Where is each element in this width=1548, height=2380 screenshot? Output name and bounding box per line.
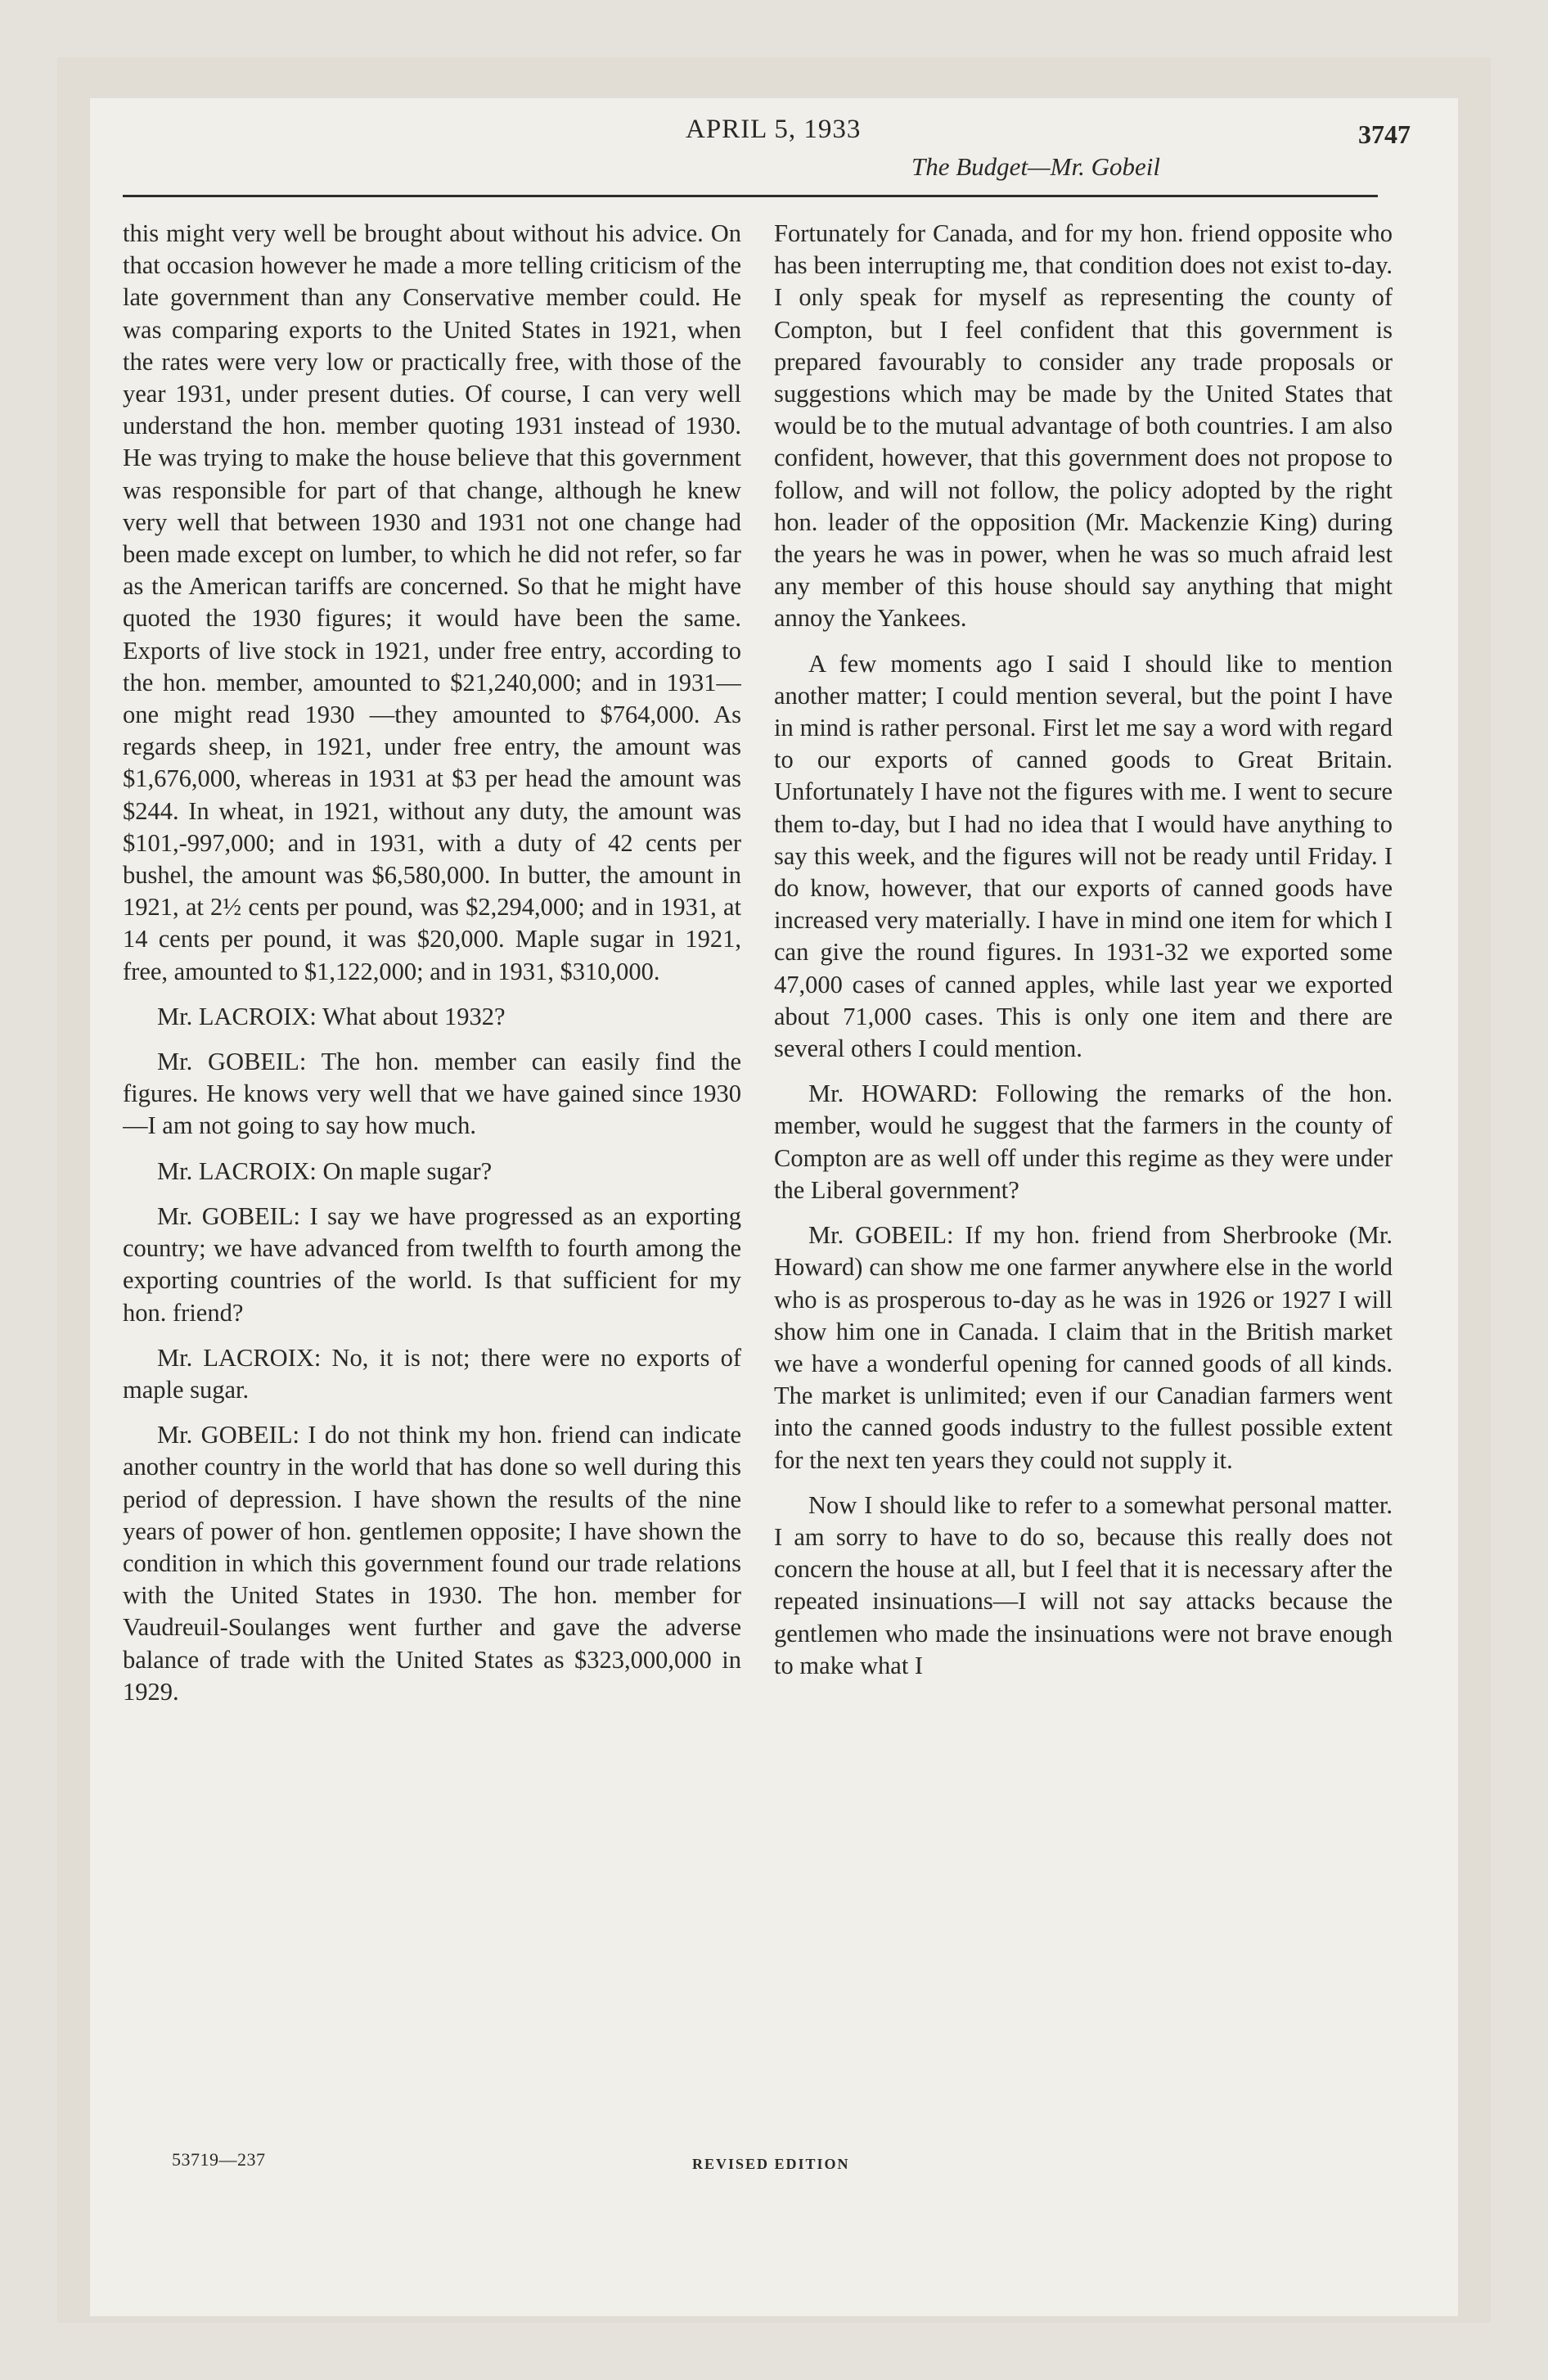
running-head: The Budget—Mr. Gobeil — [911, 152, 1160, 181]
paragraph: Now I should like to refer to a somewhat personal matter. I am sorry to have to do so, because this really does not concern the house at all, but I feel that it is necessary after the repeated insinuations—I will not say attacks because the gentlemen who made the insinuations were not brave enough to make what I — [774, 1490, 1393, 1679]
left-column — [123, 218, 741, 2149]
right-column — [774, 218, 1393, 2149]
paragraph: Mr. GOBEIL: I do not think my hon. friend can indicate another country in the world that has done so well during this period of depression. I have shown the results of the nine years of power of hon. gentlemen opposite; I have shown the condition in which this government found our trade relations with the United States in 1930. The hon. member for Vaudreuil-Soulanges went further and gave the adverse balance of trade with the United States as $323,000,000 in 1929. — [123, 1421, 741, 1706]
paragraph: this might very well be brought about without his advice. On that occasion however he made a more telling criticism of the late government than any Conservative member could. He was comparing exports to the United States in 1921, when the rates were very low or practically free, with those of the year 1931, under present duties. Of course, I can very well understand the hon. member quoting 1931 instead of 1930. He was trying to make the house believe that this government was responsible for part of that change, although he knew very well that between 1930 and 1931 not one change had been made except on lumber, to which he did not refer, so far as the American tariffs are concerned. So that he might have quoted the 1930 figures; it would have been the same. Exports of live stock in 1921, under free entry, according to the hon. member, amounted to $21,240,000; and in 1931—one might read 1930 —they amounted to $764,000. As regards sheep, in 1921, under free entry, the amount was $1,676,000, whereas in 1931 at $3 per head the amount was $244. In wheat, in 1921, without any duty, the amount was $101,-997,000; and in 1931, with a duty of 42 cents per bushel, the amount was $6,580,000. In butter, the amount in 1921, at 2½ cents per pound, was $2,294,000; and in 1931, at 14 cents per pound, it was $20,000. Maple sugar in 1921, free, amounted to $1,122,000; and in 1931, $310,000. — [123, 219, 741, 985]
edition-label: REVISED EDITION — [692, 2156, 850, 2172]
print-number: 53719—237 — [172, 2149, 266, 2170]
paragraph: Fortunately for Canada, and for my hon. friend opposite who has been interrupting me, that condition does not exist to-day. I only speak for myself as representing the county of Compton, but I feel confident that this government is prepared favourably to consider any trade proposals or suggestions which may be made by the United States that would be to the mutual advantage of both countries. I am also confident, however, that this government does not propose to follow, and will not follow, the policy adopted by the right hon. leader of the opposition (Mr. Mackenzie King) during the years he was in power, when he was so much afraid lest any member of this house should say anything that might annoy the Yankees. — [774, 219, 1393, 633]
paragraph: Mr. GOBEIL: The hon. member can easily find the figures. He knows very well that we have gained since 1930—I am not going to say how much. — [123, 1048, 741, 1140]
paragraph: Mr. LACROIX: On maple sugar? — [157, 1156, 493, 1185]
header-date: APRIL 5, 1933 — [686, 115, 862, 144]
paragraph: Mr. LACROIX: What about 1932? — [157, 1002, 506, 1030]
paragraph: Mr. GOBEIL: I say we have progressed as an exporting country; we have advanced from twelfth to fourth among the exporting countries of the world. Is that sufficient for my hon. friend? — [123, 1201, 741, 1327]
paragraph: Mr. LACROIX: No, it is not; there were no exports of maple sugar. — [123, 1343, 741, 1404]
page-number: 3747 — [1358, 119, 1411, 149]
paragraph: A few moments ago I said I should like to mention another matter; I could mention several, but the point I have in mind is rather personal. First let me say a word with regard to our exports of canned goods to Great Britain. Unfortunately I have not the figures with me. I went to secure them to-day, but I had no idea that I would have anything to say this week, and the figures will not be ready until Friday. I do know, however, that our exports of canned goods have increased very materially. I have in mind one item for which I can give the round figures. In 1931-32 we exported some 47,000 cases of canned apples, while last year we exported about 71,000 cases. This is only one item and there are several others I could mention. — [774, 649, 1393, 1063]
header-rule — [123, 195, 1378, 197]
paragraph: Mr. GOBEIL: If my hon. friend from Sherbrooke (Mr. Howard) can show me one farmer anywhere else in the world who is as prosperous to-day as he was in 1926 or 1927 I will show him one in Canada. I claim that in the British market we have a wonderful opening for canned goods of all kinds. The market is unlimited; even if our Canadian farmers went into the canned goods industry to the fullest possible extent for the next ten years they could not supply it. — [774, 1221, 1393, 1474]
paragraph: Mr. HOWARD: Following the remarks of the hon. member, would he suggest that the farmers in the county of Compton are as well off under this regime as they were under the Liberal government? — [774, 1080, 1393, 1204]
